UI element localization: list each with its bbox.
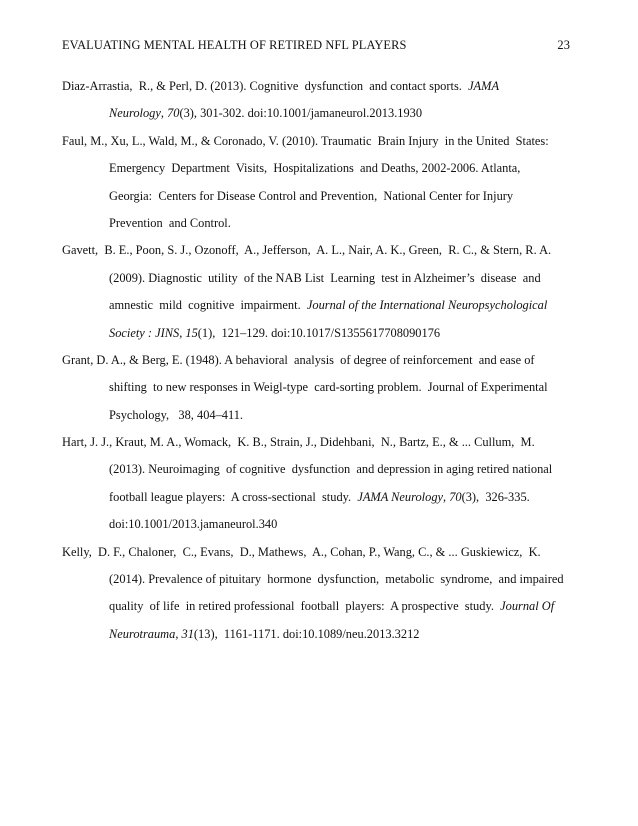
reference-text: Hart, J. J., Kraut, M. A., Womack, K. B., Strain, J., Didehbani, N., Bartz, E., & ... Cullum, M. xyxy=(62,435,535,450)
reference-line xyxy=(62,131,570,158)
reference-text: , xyxy=(160,106,168,121)
reference-line xyxy=(62,624,570,651)
page-number: 23 xyxy=(557,38,570,52)
reference-text: (2013). Neuroimaging of cognitive dysfunction and depression in aging retired national xyxy=(109,462,553,477)
reference-text: Faul, M., Xu, L., Wald, M., & Coronado, V. (2010). Traumatic Brain Injury in the United States: xyxy=(62,133,549,148)
reference-text: amnestic mild cognitive impairment. xyxy=(109,298,307,313)
reference-entry xyxy=(62,350,570,432)
reference-text: Kelly, D. F., Chaloner, C., Evans, D., Mathews, A., Cohan, P., Wang, C., & ... Guskiewicz, K. xyxy=(62,544,541,559)
reference-text: Prevention and Control. xyxy=(109,215,231,230)
italic-text: JAMA Neurology xyxy=(357,489,444,504)
reference-line xyxy=(62,213,570,240)
reference-line xyxy=(62,186,570,213)
italic-text: 70 xyxy=(167,106,180,121)
italic-text: Neurotrauma xyxy=(109,626,176,641)
reference-line xyxy=(62,596,570,623)
running-head: EVALUATING MENTAL HEALTH OF RETIRED NFL PLAYERS xyxy=(62,38,407,52)
reference-text: , xyxy=(175,626,182,641)
reference-text: , xyxy=(443,489,450,504)
reference-line xyxy=(62,432,570,459)
reference-entry xyxy=(62,76,570,131)
reference-entry xyxy=(62,432,570,542)
reference-text: football league players: A cross-sectional study. xyxy=(109,489,358,504)
reference-line xyxy=(62,350,570,377)
reference-text: shifting to new responses in Weigl-type card-sorting problem. Journal of Experimental xyxy=(109,380,548,395)
reference-line xyxy=(62,240,570,267)
reference-line xyxy=(62,103,570,130)
reference-text: doi:10.1001/2013.jamaneurol.340 xyxy=(109,517,278,532)
reference-line xyxy=(62,158,570,185)
reference-line xyxy=(62,569,570,596)
reference-line xyxy=(62,487,570,514)
reference-entry xyxy=(62,240,570,350)
reference-text: (3), 326-335. xyxy=(461,489,530,504)
italic-text: Journal Of xyxy=(500,599,555,614)
reference-text: Grant, D. A., & Berg, E. (1948). A behavioral analysis of degree of reinforcement and ease of xyxy=(62,352,535,367)
reference-line xyxy=(62,514,570,541)
reference-text: (1), 121–129. doi:10.1017/S1355617708090176 xyxy=(197,325,441,340)
italic-text: 15 xyxy=(185,325,198,340)
italic-text: 70 xyxy=(449,489,462,504)
reference-line xyxy=(62,268,570,295)
reference-text: (2009). Diagnostic utility of the NAB List Learning test in Alzheimer’s disease and xyxy=(109,270,541,285)
reference-line xyxy=(62,377,570,404)
reference-line xyxy=(62,323,570,350)
reference-text: Diaz-Arrastia, R., & Perl, D. (2013). Cognitive dysfunction and contact sports. xyxy=(62,79,469,93)
italic-text: Journal of the International Neuropsychological xyxy=(306,298,548,313)
reference-line xyxy=(62,459,570,486)
reference-text: (13), 1161-1171. doi:10.1089/neu.2013.3212 xyxy=(193,626,420,641)
reference-text: Emergency Department Visits, Hospitalizations and Deaths, 2002-2006. Atlanta, xyxy=(109,161,521,176)
reference-entry xyxy=(62,131,570,241)
reference-line xyxy=(62,295,570,322)
reference-line xyxy=(62,542,570,569)
italic-text: 31 xyxy=(181,626,194,641)
reference-list xyxy=(62,76,570,651)
italic-text: Society : JINS xyxy=(109,325,180,340)
reference-entry xyxy=(62,542,570,652)
reference-text: quality of life in retired professional football players: A prospective study. xyxy=(109,599,501,614)
reference-text: (2014). Prevalence of pituitary hormone dysfunction, metabolic syndrome, and impaired xyxy=(109,572,564,587)
reference-line xyxy=(62,76,570,103)
italic-text: Neurology xyxy=(109,106,161,121)
reference-text: , xyxy=(179,325,186,340)
reference-line xyxy=(62,405,570,432)
italic-text: JAMA xyxy=(468,79,500,93)
reference-text: Psychology, 38, 404–411. xyxy=(109,407,244,422)
reference-text: Georgia: Centers for Disease Control and Prevention, National Center for Injury xyxy=(109,188,514,203)
reference-text: Gavett, B. E., Poon, S. J., Ozonoff, A., Jefferson, A. L., Nair, A. K., Green, R. C., & Stern, R. A. xyxy=(62,243,552,258)
reference-text: (3), 301-302. doi:10.1001/jamaneurol.2013.1930 xyxy=(179,106,423,121)
